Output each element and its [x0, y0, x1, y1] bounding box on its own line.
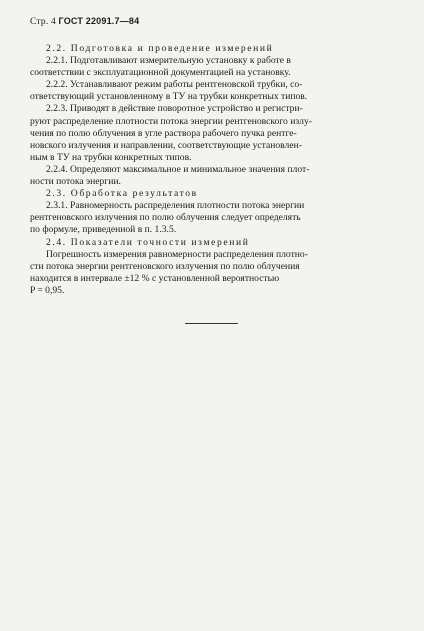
page-header	[30, 16, 139, 27]
text-line: Погрешность измерения равномерности распределения плотно-	[46, 248, 308, 260]
text-line: 2.3.1. Равномерность распределения плотности потока энергии	[46, 200, 305, 212]
text-line: руют распределение плотности потока энергии рентгеновского излу-	[30, 115, 312, 127]
document-body	[30, 43, 398, 297]
text-line: ным в ТУ на трубки конкретных типов.	[30, 151, 192, 163]
text-line: ности потока энергии.	[30, 176, 121, 188]
text-line: сти потока энергии рентгеновского излучения по полю облучения	[30, 260, 300, 272]
text-line: 2.2.2. Устанавливают режим работы рентгеновской трубки, со-	[46, 79, 303, 91]
section-heading: 2.3. Обработка результатов	[46, 188, 198, 200]
section-heading: 2.4. Показатели точности измерений	[46, 236, 250, 248]
text-line: чения по полю облучения в угле раствора рабочего пучка рентге-	[30, 127, 297, 139]
text-line: соответствии с эксплуатационной документацией на установку.	[30, 67, 291, 79]
text-line: 2.2.3. Приводят в действие поворотное устройство и регистри-	[46, 103, 303, 115]
paragraph-2-3-1	[30, 200, 398, 236]
paragraph-2-2-1	[30, 55, 398, 79]
paragraph-2-4	[30, 249, 398, 297]
section-heading: 2.2. Подготовка и проведение измерений	[46, 43, 274, 54]
text-line: рентгеновского излучения по полю облучения следует определять	[30, 212, 301, 224]
text-line: ответствующий установленному в ТУ на трубки конкретных типов.	[30, 91, 308, 103]
text-line: P = 0,95.	[30, 284, 65, 296]
text-line: находится в интервале ±12 % с установленной вероятностью	[30, 272, 280, 284]
text-line: по формуле, приведенной в п. 1.3.5.	[30, 224, 177, 236]
text-line: 2.2.1. Подготавливают измерительную установку к работе в	[46, 55, 291, 67]
end-divider	[185, 323, 238, 324]
page-number: Стр. 4	[30, 17, 56, 27]
paragraph-2-2-2	[30, 79, 398, 103]
text-line: новского излучения и направлении, соответствующие установлен-	[30, 139, 302, 151]
standard-number: ГОСТ 22091.7—84	[58, 16, 140, 26]
paragraph-2-2-4	[30, 164, 398, 188]
paragraph-2-2-3	[30, 103, 398, 163]
text-line: 2.2.4. Определяют максимальное и минимальное значения плот-	[46, 163, 310, 175]
